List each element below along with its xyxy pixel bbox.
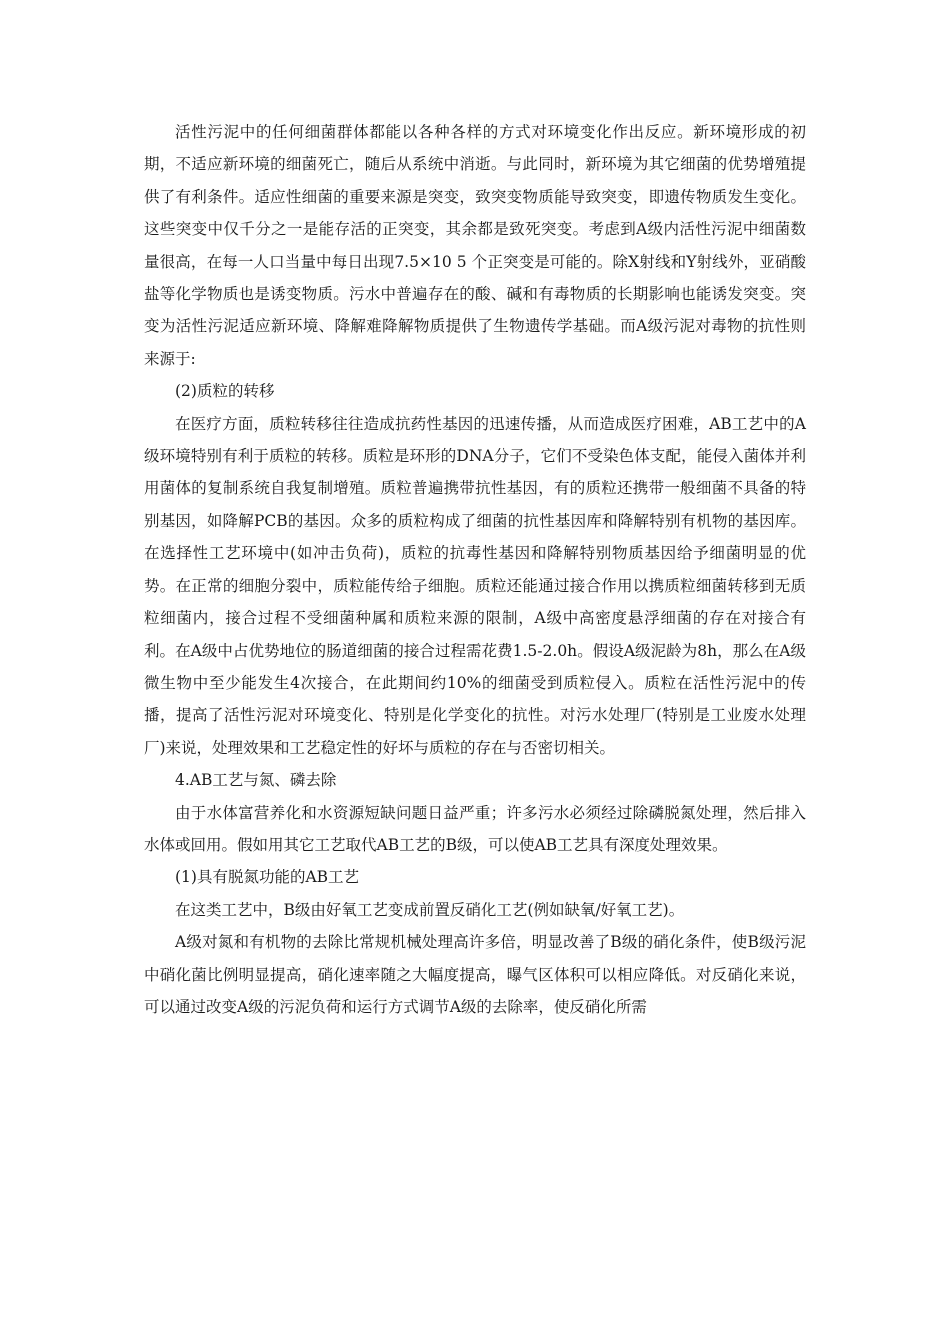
document-body xyxy=(144,116,806,1023)
paragraph-plasmid-transfer: 在医疗方面，质粒转移往往造成抗药性基因的迅速传播，从而造成医疗困难，AB工艺中的A级环境特别有利于质粒的转移。质粒是环形的DNA分子，它们不受染色体支配，能侵入菌体并利用菌体的复制系统自我复制增殖。质粒普遍携带抗性基因，有的质粒还携带一般细菌不具备的特别基因，如降解PCB的基因。众多的质粒构成了细菌的抗性基因库和降解特别有机物的基因库。在选择性工艺环境中(如冲击负荷)，质粒的抗毒性基因和降解特别物质基因给予细菌明显的优势。在正常的细胞分裂中，质粒能传给子细胞。质粒还能通过接合作用以携质粒细菌转移到无质粒细菌内，接合过程不受细菌种属和质粒来源的限制，A级中高密度悬浮细菌的存在对接合有利。在A级中占优势地位的肠道细菌的接合过程需花费1.5-2.0h。假设A级泥龄为8h，那么在A级微生物中至少能发生4次接合，在此期间约10%的细菌受到质粒侵入。质粒在活性污泥中的传播，提高了活性污泥对环境变化、特别是化学变化的抗性。对污水处理厂(特别是工业废水处理厂)来说，处理效果和工艺稳定性的好坏与质粒的存在与否密切相关。 xyxy=(144,414,806,757)
paragraph-eutrophication: 由于水体富营养化和水资源短缺问题日益严重；许多污水必须经过除磷脱氮处理，然后排入水体或回用。假如用其它工艺取代AB工艺的B级，可以使AB工艺具有深度处理效果。 xyxy=(144,803,806,854)
paragraph-a-stage-removal: A级对氮和有机物的去除比常规机械处理高许多倍，明显改善了B级的硝化条件，使B级污泥中硝化菌比例明显提高，硝化速率随之大幅度提高，曝气区体积可以相应降低。对反硝化来说，可以通过改变A级的污泥负荷和运行方式调节A级的去除率，使反硝化所需 xyxy=(144,933,806,1016)
heading-denitrification-ab: (1)具有脱氮功能的AB工艺 xyxy=(175,868,360,887)
paragraph-b-stage-process: 在这类工艺中，B级由好氧工艺变成前置反硝化工艺(例如缺氧/好氧工艺)。 xyxy=(175,900,685,919)
heading-plasmid-transfer: (2)质粒的转移 xyxy=(175,382,275,401)
paragraph-mutation: 活性污泥中的任何细菌群体都能以各种各样的方式对环境变化作出反应。新环境形成的初期，不适应新环境的细菌死亡，随后从系统中消逝。与此同时，新环境为其它细菌的优势增殖提供了有利条件。适应性细菌的重要来源是突变，致突变物质能导致突变，即遗传物质发生变化。这些突变中仅千分之一是能存活的正突变，其余都是致死突变。考虑到A级内活性污泥中细菌数量很高，在每一人口当量中每日出现7.5×10 5 个正突变是可能的。除X射线和Y射线外，亚硝酸盐等化学物质也是诱变物质。污水中普遍存在的酸、碱和有毒物质的长期影响也能诱发突变。突变为活性污泥适应新环境、降解难降解物质提供了生物遗传学基础。而A级污泥对毒物的抗性则来源于: xyxy=(144,123,806,368)
heading-ab-nitrogen-phosphorus: 4.AB工艺与氮、磷去除 xyxy=(175,771,337,790)
